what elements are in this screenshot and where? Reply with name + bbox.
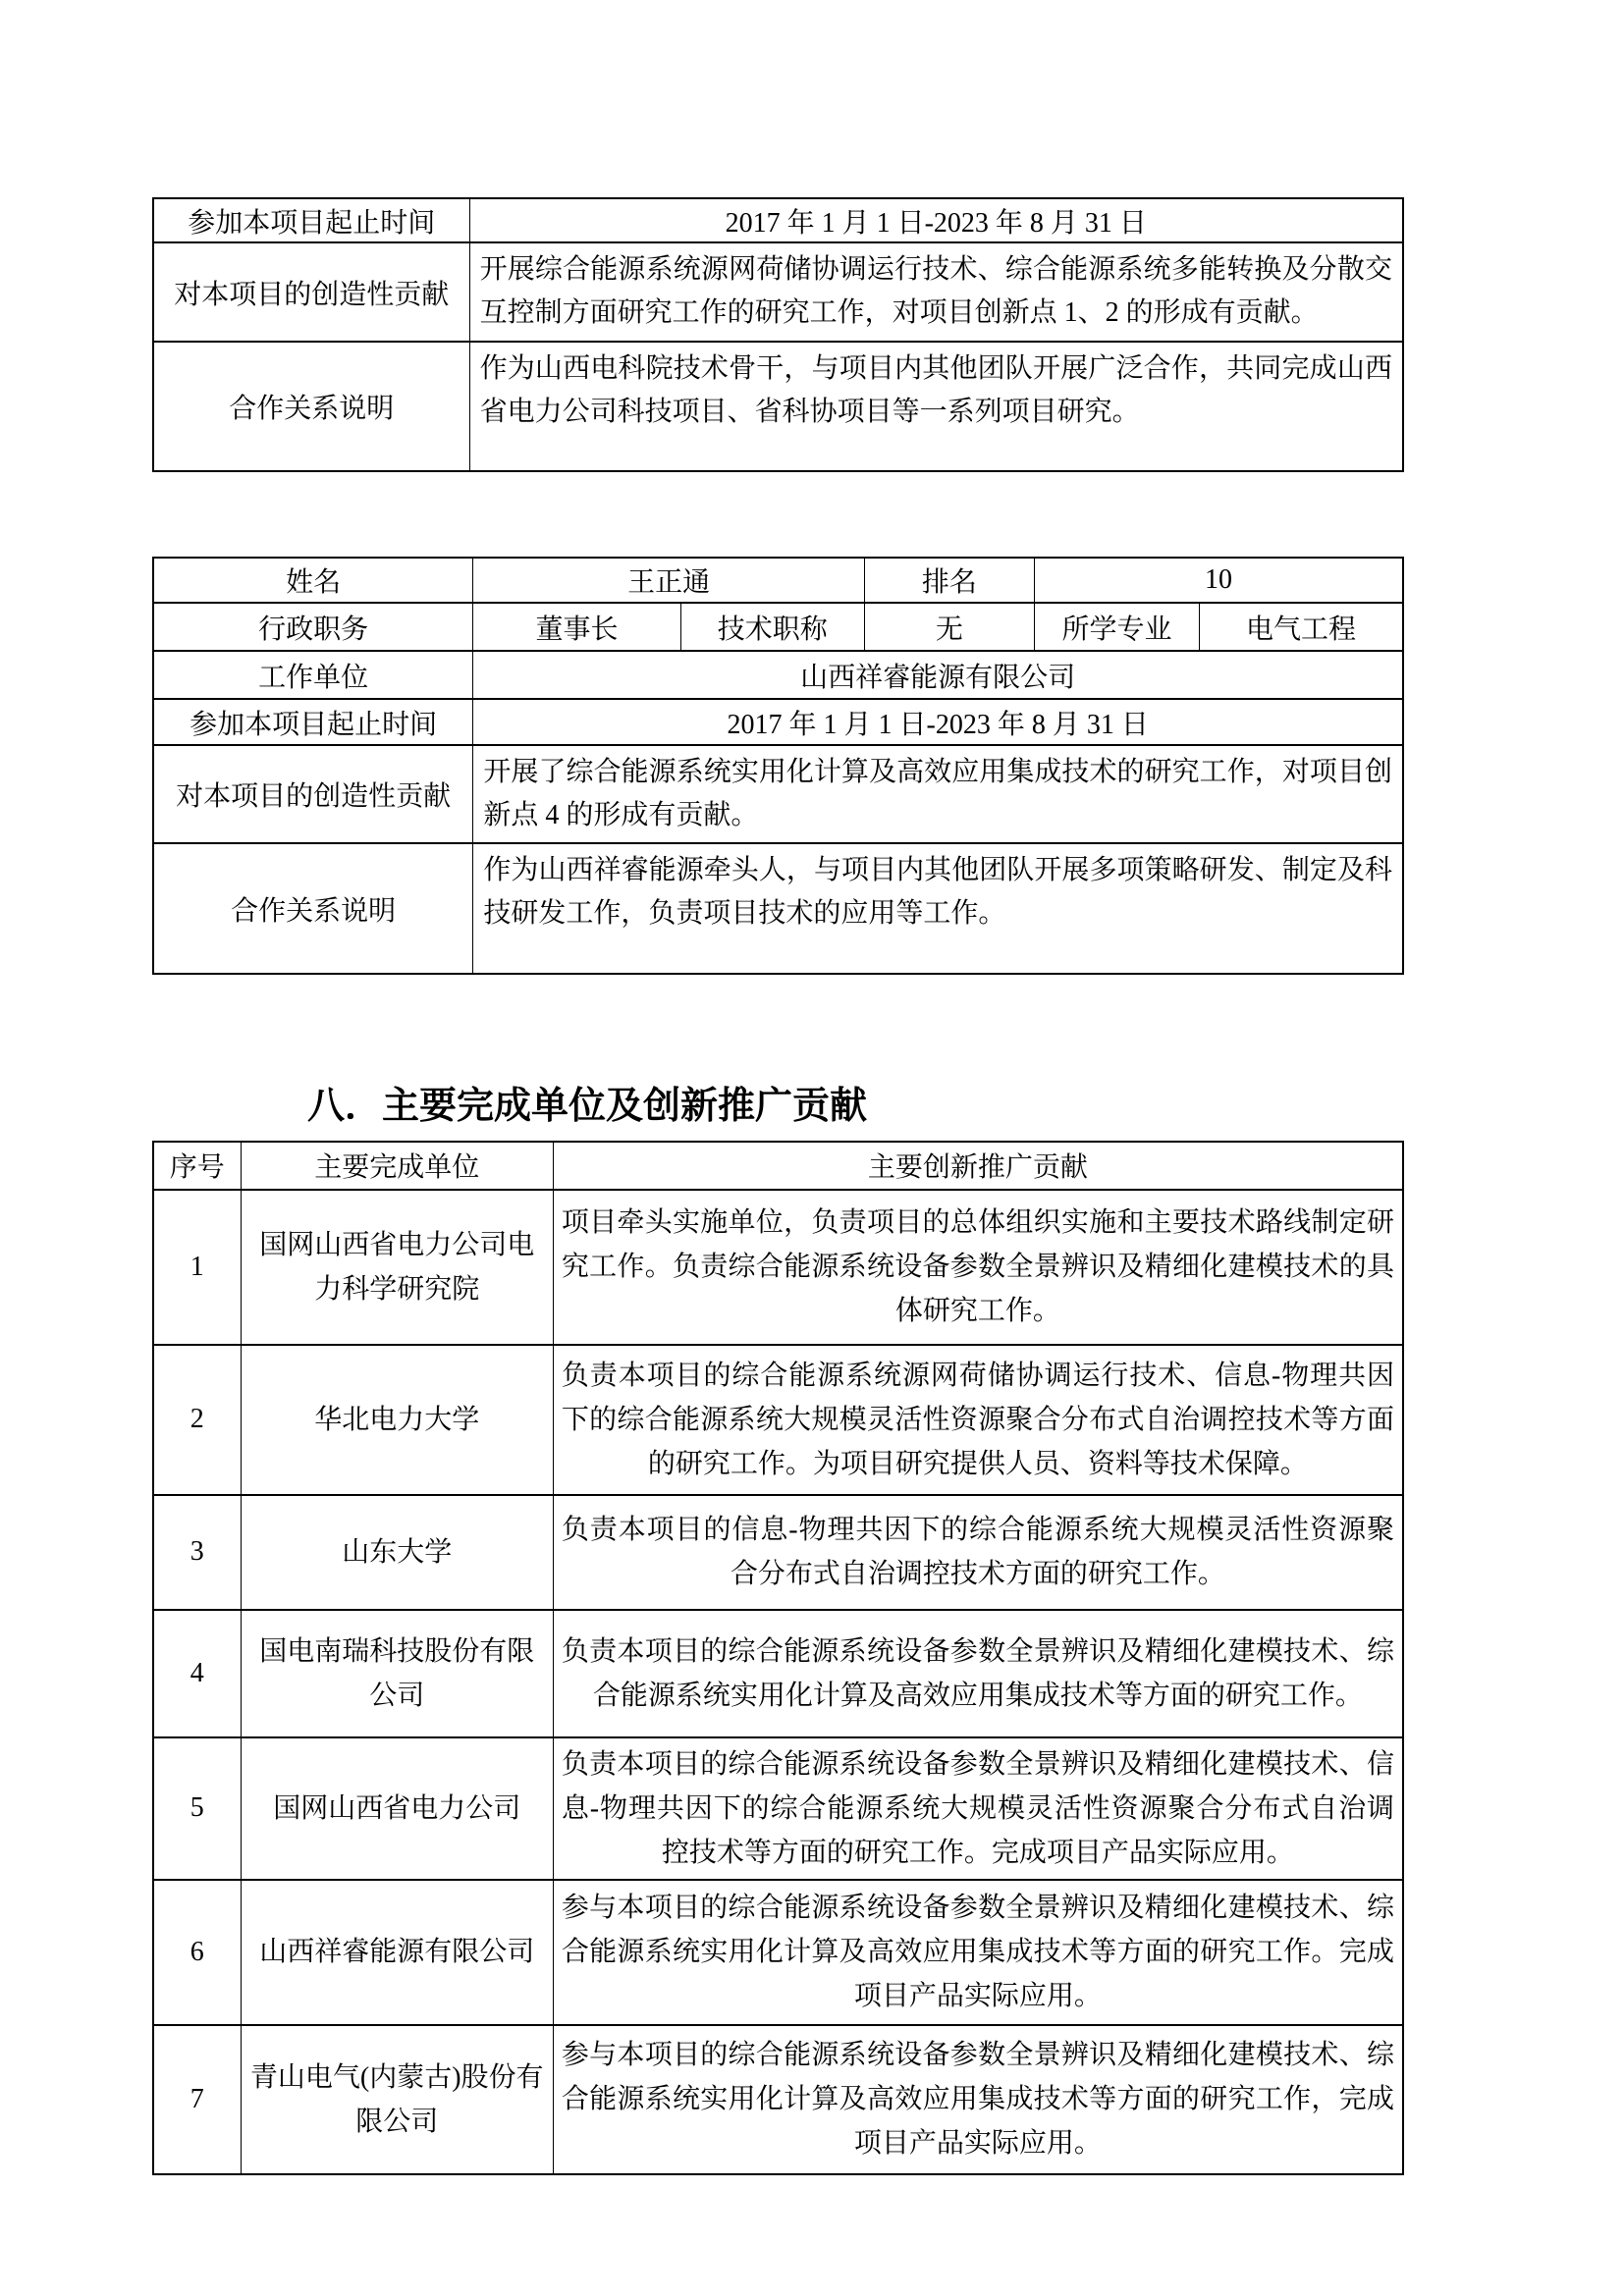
admin-post-label: 行政职务 [153,603,473,651]
section-heading: 八．主要完成单位及创新推广贡献 [307,1086,868,1127]
unit-name: 山西祥睿能源有限公司 [241,1880,553,2025]
unit-contribution: 参与本项目的综合能源系统设备参数全景辨识及精细化建模技术、综合能源系统实用化计算及高效应用集成技术等方面的研究工作。完成项目产品实际应用。 [553,1880,1403,2025]
unit-no: 5 [153,1737,241,1880]
cooperation-value: 作为山西祥睿能源牵头人，与项目内其他团队开展多项策略研发、制定及科技研发工作，负责项目技术的应用等工作。 [473,843,1403,974]
rank-value: 10 [1034,558,1403,603]
table-row [153,651,1403,699]
unit-contribution: 项目牵头实施单位，负责项目的总体组织实施和主要技术路线制定研究工作。负责综合能源系统设备参数全景辨识及精细化建模技术的具体研究工作。 [553,1190,1403,1345]
unit-name: 华北电力大学 [241,1345,553,1495]
unit-row [153,1190,1403,1345]
contribution-value: 开展了综合能源系统实用化计算及高效应用集成技术的研究工作，对项目创新点 4 的形成有贡献。 [473,745,1403,843]
unit-row [153,1495,1403,1610]
contribution-value: 开展综合能源系统源网荷储协调运行技术、综合能源系统多能转换及分散交互控制方面研究工作的研究工作，对项目创新点 1、2 的形成有贡献。 [469,242,1403,342]
unit-row [153,1345,1403,1495]
unit-no: 6 [153,1880,241,2025]
header-no: 序号 [153,1142,241,1190]
unit-name: 山东大学 [241,1495,553,1610]
name-label: 姓名 [153,558,473,603]
unit-no: 3 [153,1495,241,1610]
employer-label: 工作单位 [153,651,473,699]
person-table-continued [152,197,1404,472]
unit-row [153,2025,1403,2174]
employer-value: 山西祥睿能源有限公司 [473,651,1403,699]
tech-title-label: 技术职称 [680,603,864,651]
document-content [152,0,1404,2175]
tech-title-value: 无 [864,603,1034,651]
period-value: 2017 年 1 月 1 日-2023 年 8 月 31 日 [469,198,1403,242]
unit-contribution: 参与本项目的综合能源系统设备参数全景辨识及精细化建模技术、综合能源系统实用化计算及高效应用集成技术等方面的研究工作，完成项目产品实际应用。 [553,2025,1403,2174]
header-unit: 主要完成单位 [241,1142,553,1190]
name-value: 王正通 [473,558,864,603]
major-label: 所学专业 [1034,603,1199,651]
table-row [153,242,1403,342]
cooperation-label: 合作关系说明 [153,342,469,471]
period-label: 参加本项目起止时间 [153,198,469,242]
unit-row [153,1737,1403,1880]
unit-name: 国电南瑞科技股份有限公司 [241,1610,553,1737]
period-label: 参加本项目起止时间 [153,699,473,745]
table-row [153,699,1403,745]
unit-contribution: 负责本项目的综合能源系统设备参数全景辨识及精细化建模技术、综合能源系统实用化计算及高效应用集成技术等方面的研究工作。 [553,1610,1403,1737]
table-row [153,342,1403,471]
admin-post-value: 董事长 [473,603,680,651]
units-table [152,1141,1404,2175]
major-value: 电气工程 [1199,603,1403,651]
unit-no: 1 [153,1190,241,1345]
unit-contribution: 负责本项目的综合能源系统源网荷储协调运行技术、信息-物理共因下的综合能源系统大规模灵活性资源聚合分布式自治调控技术等方面的研究工作。为项目研究提供人员、资料等技术保障。 [553,1345,1403,1495]
unit-contribution: 负责本项目的信息-物理共因下的综合能源系统大规模灵活性资源聚合分布式自治调控技术方面的研究工作。 [553,1495,1403,1610]
unit-contribution: 负责本项目的综合能源系统设备参数全景辨识及精细化建模技术、信息-物理共因下的综合能源系统大规模灵活性资源聚合分布式自治调控技术等方面的研究工作。完成项目产品实际应用。 [553,1737,1403,1880]
table-row [153,843,1403,974]
contribution-label: 对本项目的创造性贡献 [153,745,473,843]
period-value: 2017 年 1 月 1 日-2023 年 8 月 31 日 [473,699,1403,745]
unit-row [153,1880,1403,2025]
contribution-label: 对本项目的创造性贡献 [153,242,469,342]
table-row [153,603,1403,651]
unit-no: 4 [153,1610,241,1737]
header-contribution: 主要创新推广贡献 [553,1142,1403,1190]
table-row [153,198,1403,242]
cooperation-value: 作为山西电科院技术骨干，与项目内其他团队开展广泛合作，共同完成山西省电力公司科技项目、省科协项目等一系列项目研究。 [469,342,1403,471]
table-row [153,745,1403,843]
unit-row [153,1610,1403,1737]
rank-label: 排名 [864,558,1034,603]
table-row [153,558,1403,603]
cooperation-label: 合作关系说明 [153,843,473,974]
person-table [152,557,1404,975]
unit-no: 2 [153,1345,241,1495]
unit-name: 国网山西省电力公司电力科学研究院 [241,1190,553,1345]
units-table-header-row [153,1142,1403,1190]
unit-name: 国网山西省电力公司 [241,1737,553,1880]
unit-no: 7 [153,2025,241,2174]
unit-name: 青山电气(内蒙古)股份有限公司 [241,2025,553,2174]
